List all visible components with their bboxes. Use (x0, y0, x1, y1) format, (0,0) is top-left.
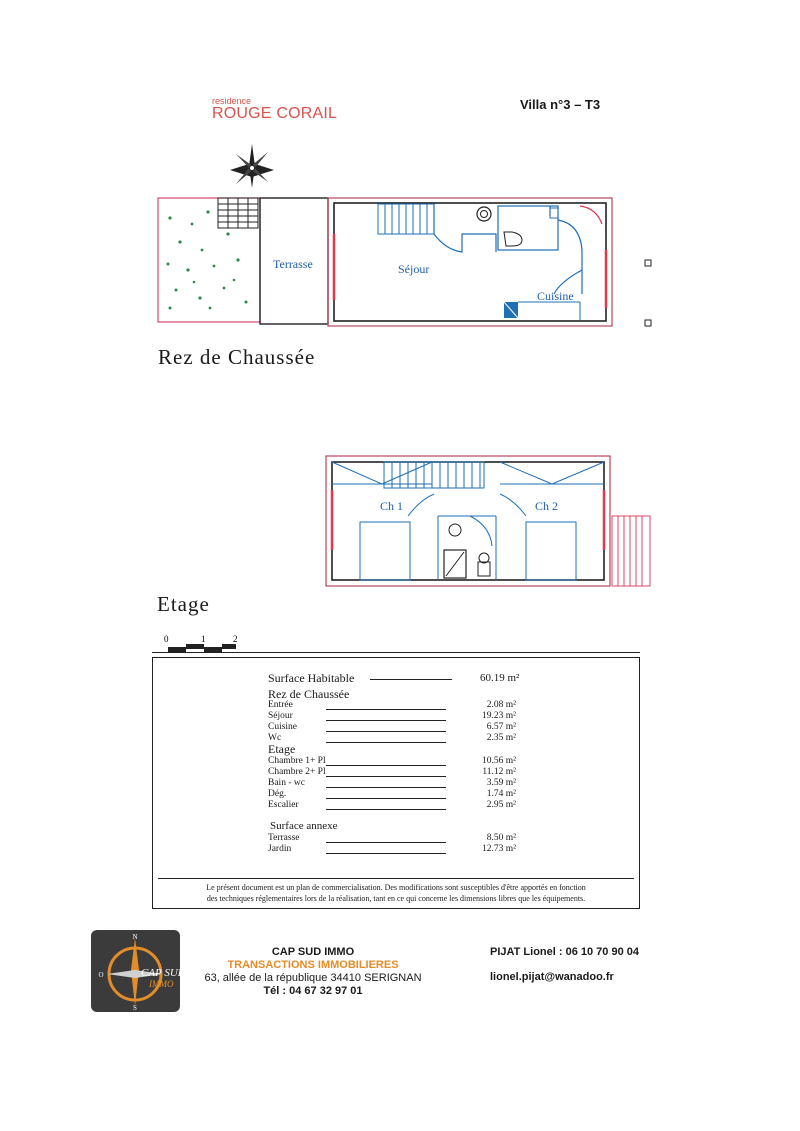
surface-row-label: Terrasse (268, 833, 300, 843)
room-label-ch2: Ch 2 (535, 499, 559, 513)
leader-line (326, 720, 446, 721)
surface-row-label: Wc (268, 733, 282, 743)
surface-row-label: Cuisine (268, 722, 298, 732)
scale-label-1: 1 (201, 634, 206, 644)
surface-row-value: 2.95 m² (486, 800, 516, 810)
contact-email[interactable]: lionel.pijat@wanadoo.fr (490, 971, 614, 983)
leader-line (326, 765, 446, 766)
annexe-header: Surface annexe (270, 820, 338, 832)
room-label-cuisine: Cuisine (537, 289, 574, 303)
surface-row-label: Jardin (268, 844, 292, 854)
leader-line (326, 776, 446, 777)
surface-row-label: Dég. (268, 789, 287, 799)
leader-line (326, 798, 446, 799)
room-label-ch1: Ch 1 (380, 499, 404, 513)
leader-line (326, 742, 446, 743)
surface-row-value: 2.08 m² (486, 700, 516, 710)
logo-n: N (132, 933, 138, 941)
surface-row-value: 8.50 m² (486, 833, 516, 843)
ground-floor-title: Rez de Chaussée (158, 345, 316, 369)
upper-floor-title: Etage (157, 592, 210, 616)
brand-name: ROUGE CORAIL (212, 105, 338, 122)
logo-text-2: IMMO (149, 979, 174, 989)
surface-row-label: Bain - wc (268, 778, 305, 788)
leader-line (370, 679, 452, 680)
leader-line (326, 809, 446, 810)
villa-title: Villa n°3 – T3 (520, 97, 601, 112)
room-label-sejour: Séjour (398, 262, 430, 276)
logo-o: O (98, 971, 104, 979)
etage-header: Etage (268, 742, 296, 756)
disclaimer (158, 878, 634, 904)
leader-line (326, 787, 446, 788)
habitable-label: Surface Habitable (268, 671, 355, 685)
surface-row-label: Chambre 2+ Pl (268, 767, 326, 777)
contact-block (490, 946, 639, 984)
leader-line (326, 853, 446, 854)
surface-row-value: 19.23 m² (482, 711, 516, 721)
surface-table (152, 657, 640, 909)
rdc-header: Rez de Chaussée (268, 687, 350, 701)
company-address: 63, allée de la république 34410 SERIGNAN (204, 972, 422, 984)
surface-row-label: Entrée (268, 700, 293, 710)
disclaimer-line-1: Le présent document est un plan de commercialisation. Des modifications sont susceptibles d'être apportés en fonction (206, 883, 586, 892)
surface-row-label: Escalier (268, 800, 299, 810)
habitable-value: 60.19 m² (480, 672, 520, 684)
leader-line (326, 842, 446, 843)
surface-row-value: 3.59 m² (486, 778, 516, 788)
ground-floor-plan (150, 190, 670, 340)
leader-line (326, 731, 446, 732)
leader-line (326, 709, 446, 710)
room-label-terrasse: Terrasse (273, 257, 313, 271)
upper-floor-plan (320, 450, 660, 600)
surface-row-value: 12.73 m² (482, 844, 516, 854)
brand-subtitle: residence (212, 96, 252, 106)
logo-s: S (133, 1004, 137, 1012)
company-name: CAP SUD IMMO (271, 946, 355, 958)
disclaimer-line-2: des techniques réglementaires lors de la réalisation, tant en ce qui concerne les dimensions libres que les équipements. (206, 894, 586, 903)
company-block (200, 946, 426, 998)
contact-name-phone: PIJAT Lionel : 06 10 70 90 04 (490, 946, 639, 958)
surface-row-value: 11.12 m² (482, 767, 516, 777)
company-phone: Tél : 04 67 32 97 01 (263, 985, 363, 997)
company-tagline: TRANSACTIONS IMMOBILIERES (227, 959, 399, 971)
compass-rose-icon (228, 136, 276, 192)
surface-row-value: 1.74 m² (486, 789, 516, 799)
company-logo (91, 930, 186, 1012)
surface-row-value: 10.56 m² (482, 756, 516, 766)
surface-row-label: Séjour (268, 711, 293, 721)
scale-label-0: 0 (164, 634, 169, 644)
table-top-rule (152, 652, 640, 653)
surface-row-label: Chambre 1+ Pl (268, 756, 326, 766)
logo-text-1: CAP SUD (141, 967, 186, 979)
surface-row-value: 2.35 m² (486, 733, 516, 743)
scale-label-2: 2 (233, 634, 238, 644)
surface-row-value: 6.57 m² (486, 722, 516, 732)
